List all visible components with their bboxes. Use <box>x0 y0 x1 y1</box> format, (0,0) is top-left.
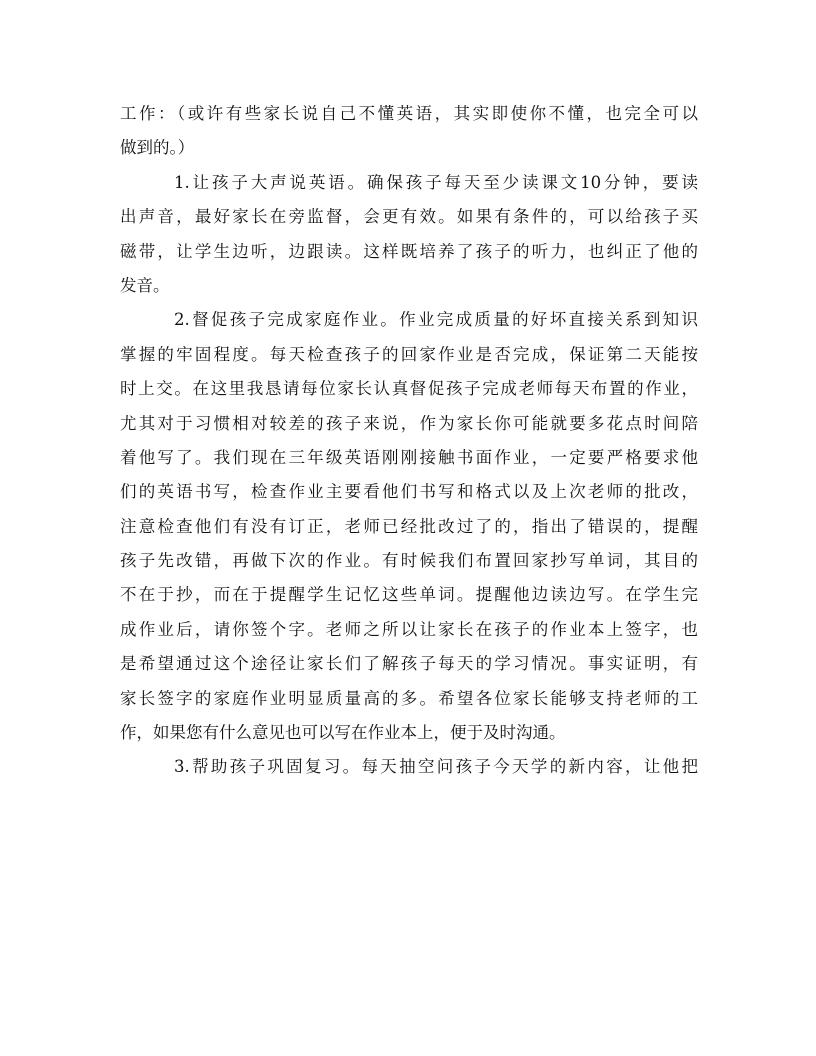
text-line: 注意检查他们有没有订正，老师已经批改过了的，指出了错误的，提醒 <box>120 516 698 536</box>
document-body <box>120 97 698 785</box>
text-line: 们的英语书写，检查作业主要看他们书写和格式以及上次老师的批改， <box>120 482 698 502</box>
text-line: 是希望通过这个途径让家长们了解孩子每天的学习情况。事实证明，有 <box>120 654 698 674</box>
text-line: 1.让孩子大声说英语。确保孩子每天至少读课文10分钟，要读 <box>174 172 698 192</box>
text-line: 3.帮助孩子巩固复习。每天抽空问孩子今天学的新内容，让他把 <box>174 757 698 777</box>
text-line: 工作：（或许有些家长说自己不懂英语，其实即使你不懂，也完全可以 <box>120 104 698 123</box>
text-line: 家长签字的家庭作业明显质量高的多。希望各位家长能够支持老师的工 <box>120 688 698 708</box>
text-line: 孩子先改错，再做下次的作业。有时候我们布置回家抄写单词，其目的 <box>120 551 698 571</box>
text-line: 2.督促孩子完成家庭作业。作业完成质量的好坏直接关系到知识 <box>174 310 698 330</box>
text-line: 掌握的牢固程度。每天检查孩子的回家作业是否完成，保证第二天能按 <box>120 344 698 364</box>
text-line: 不在于抄，而在于提醒学生记忆这些单词。提醒他边读边写。在学生完 <box>120 585 698 605</box>
text-line: 作，如果您有什么意见也可以写在作业本上，便于及时沟通。 <box>120 723 566 743</box>
text-line: 出声音，最好家长在旁监督，会更有效。如果有条件的，可以给孩子买 <box>120 207 698 227</box>
text-line: 着他写了。我们现在三年级英语刚刚接触书面作业，一定要严格要求他 <box>120 447 698 467</box>
text-line: 尤其对于习惯相对较差的孩子来说，作为家长你可能就要多花点时间陪 <box>120 413 698 433</box>
text-line: 磁带，让学生边听，边跟读。这样既培养了孩子的听力，也纠正了他的 <box>120 241 698 261</box>
text-line: 发音。 <box>120 275 170 295</box>
text-line: 成作业后，请你签个字。老师之所以让家长在孩子的作业本上签字，也 <box>120 619 698 639</box>
text-line: 时上交。在这里我恳请每位家长认真督促孩子完成老师每天布置的作业， <box>120 379 698 399</box>
text-line: 做到的。） <box>120 138 195 158</box>
